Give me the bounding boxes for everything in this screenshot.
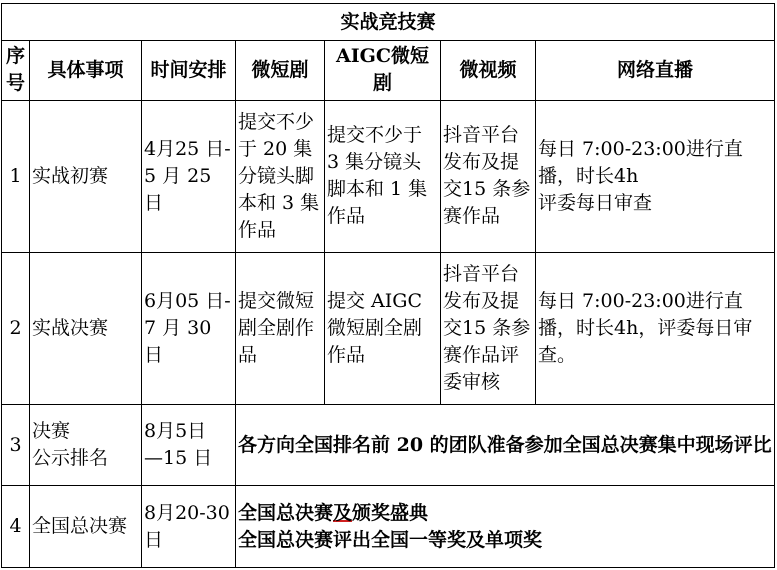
row-item-line: 决赛 — [32, 420, 71, 443]
header-live: 网络直播 — [536, 41, 775, 100]
final-line-1 — [238, 500, 772, 527]
row-live — [536, 252, 775, 404]
row-item: 实战初赛 — [30, 100, 142, 252]
table-row — [2, 486, 775, 568]
row-time-line: —15 日 — [144, 447, 213, 470]
table-title: 实战竞技赛 — [2, 4, 775, 41]
row-no: 3 — [2, 404, 30, 486]
row-micro-drama: 提交微短剧全剧作品 — [236, 252, 325, 404]
row-merged-note — [236, 486, 775, 568]
row-no: 4 — [2, 486, 30, 568]
header-no: 序号 — [2, 41, 30, 100]
row-live — [536, 100, 775, 252]
header-video: 微视频 — [441, 41, 536, 100]
row-live-line: 评委每日审查 — [538, 191, 653, 214]
header-time: 时间安排 — [142, 41, 236, 100]
final-line-1-part: 全国总决赛 — [238, 501, 334, 524]
row-aigc: 提交不少于 3 集分镜头脚本和 1 集作品 — [325, 100, 441, 252]
table-row — [2, 252, 775, 404]
row-item-line: 公示排名 — [32, 447, 109, 470]
row-live-line: 每日 7:00-23:00进行直播，时长4h，评委每日审查。 — [538, 289, 753, 366]
header-item: 具体事项 — [30, 41, 142, 100]
row-live-line: 每日 7:00-23:00进行直播，时长4h — [538, 137, 743, 187]
row-time: 4月25 日-5 月 25 日 — [142, 100, 236, 252]
row-micro-drama: 提交不少于 20 集分镜头脚本和 3 集作品 — [236, 100, 325, 252]
row-aigc: 提交 AIGC微短剧全剧作品 — [325, 252, 441, 404]
header-aigc: AIGC微短剧 — [325, 41, 441, 100]
row-no: 2 — [2, 252, 30, 404]
row-merged-note: 各方向全国排名前 20 的团队准备参加全国总决赛集中现场评比 — [236, 404, 775, 486]
row-item: 全国总决赛 — [30, 486, 142, 568]
row-video: 抖音平台发布及提交15 条参赛作品 — [441, 100, 536, 252]
row-item — [30, 404, 142, 486]
header-micro-drama: 微短剧 — [236, 41, 325, 100]
row-item: 实战决赛 — [30, 252, 142, 404]
table-row — [2, 100, 775, 252]
row-time: 8月20-30日 — [142, 486, 236, 568]
competition-schedule-table — [1, 3, 775, 568]
final-line-1-underlined: 及 — [333, 501, 353, 524]
final-line-2: 全国总决赛评出全国一等奖及单项奖 — [238, 528, 543, 551]
row-video: 抖音平台发布及提交15 条参赛作品评委审核 — [441, 252, 536, 404]
final-line-1-part: 颁奖盛典 — [352, 501, 429, 524]
row-time — [142, 404, 236, 486]
row-time-line: 8月5日 — [144, 420, 207, 443]
row-time: 6月05 日-7 月 30 日 — [142, 252, 236, 404]
table-row — [2, 404, 775, 486]
row-no: 1 — [2, 100, 30, 252]
